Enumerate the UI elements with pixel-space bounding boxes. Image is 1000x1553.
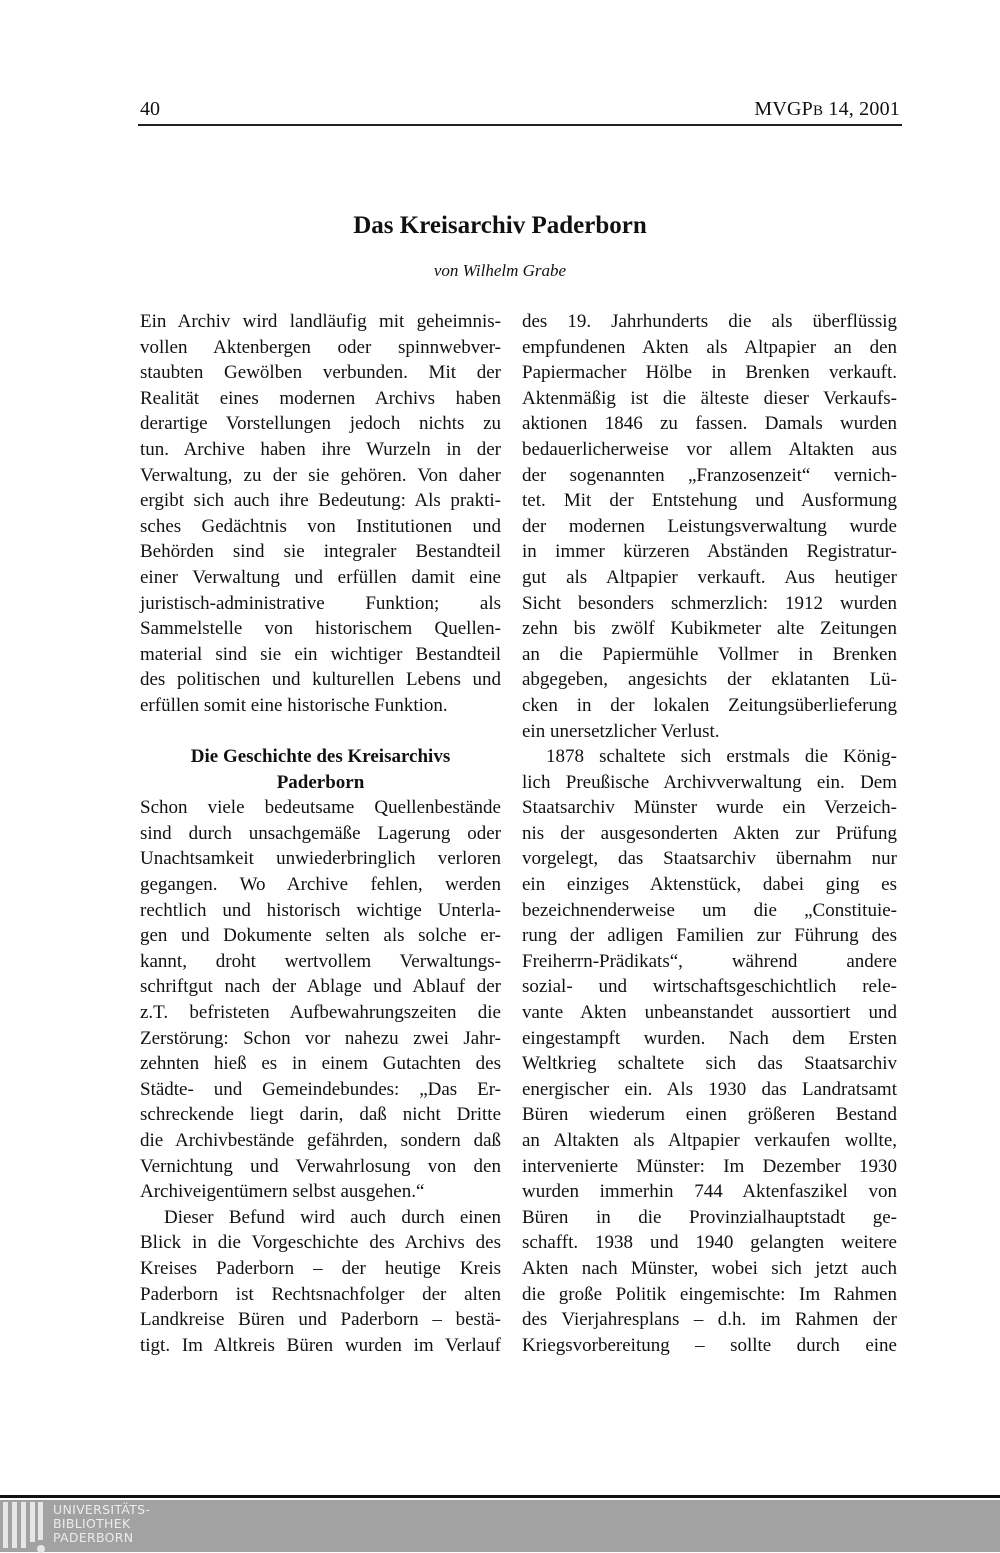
text-line: gut als Altpapier verkauft. Aus heutiger xyxy=(522,566,897,588)
text-line: gegangen. Wo Archive fehlen, werden xyxy=(140,874,501,896)
text-line: cken in der lokalen Zeitungsüberlieferung xyxy=(522,694,897,716)
text-line: Kriegsvorbereitung – sollte durch eine xyxy=(522,1334,897,1356)
text-line: Weltkrieg schaltete sich das Staatsarchiv xyxy=(522,1053,897,1075)
section-heading: Die Geschichte des Kreisarchivs xyxy=(190,746,451,768)
text-line: Akten nach Münster, wobei sich jetzt auch xyxy=(522,1257,897,1279)
text-line: 1878 schaltete sich erstmals die König- xyxy=(546,746,897,768)
text-line: energischer ein. Als 1930 das Landratsamt xyxy=(522,1078,897,1100)
article-byline: von Wilhelm Grabe xyxy=(433,261,567,280)
text-line: der modernen Leistungsverwaltung wurde xyxy=(522,515,897,537)
text-line: derartige Vorstellungen jedoch nichts zu xyxy=(140,413,501,435)
text-line: Archiveigentümern selbst ausgehen.“ xyxy=(140,1181,425,1203)
text-line: empfundenen Akten als Altpapier an den xyxy=(522,336,897,358)
text-line: Realität eines modernen Archivs haben xyxy=(140,387,501,409)
text-line: rechtlich und historisch wichtige Unterla- xyxy=(140,899,501,921)
text-line: des Vierjahresplans – d.h. im Rahmen der xyxy=(522,1309,897,1331)
right-column xyxy=(522,309,897,1358)
text-line: Staatsarchiv Münster wurde ein Verzeich- xyxy=(522,797,897,819)
text-line: nis der ausgesonderten Akten zur Prüfung xyxy=(522,822,897,844)
text-line: Paderborn ist Rechtsnachfolger der alten xyxy=(140,1283,501,1305)
text-line: vante Akten unbeanstandet aussortiert und xyxy=(522,1002,897,1024)
text-line: schafft. 1938 und 1940 gelangten weitere xyxy=(522,1232,897,1254)
section-heading: Paderborn xyxy=(276,771,365,793)
text-line: der sogenannten „Franzosenzeit“ vernich- xyxy=(522,464,897,486)
text-line: rung der adligen Familien zur Führung des xyxy=(522,925,897,947)
journal-volume-year: 14, 2001 xyxy=(823,98,900,120)
text-line: Zerstörung: Schon vor nahezu zwei Jahr- xyxy=(140,1027,501,1049)
text-line: z.T. befristeten Aufbewahrungszeiten die xyxy=(140,1002,501,1024)
text-line: Städte- und Gemeindebundes: „Das Er- xyxy=(140,1078,501,1100)
text-line: Vernichtung und Verwahrlosung von den xyxy=(140,1155,501,1177)
text-line: intervenierte Münster: Im Dezember 1930 xyxy=(522,1155,897,1177)
page-number: 40 xyxy=(140,98,160,120)
text-line: Dieser Befund wird auch durch einen xyxy=(164,1206,501,1228)
text-line: ein einziges Aktenstück, dabei ging es xyxy=(522,874,897,896)
text-line: Sicht besonders schmerzlich: 1912 wurden xyxy=(522,592,897,614)
text-line: juristisch-administrative Funktion; als xyxy=(140,592,501,614)
text-line: bezeichnenderweise um die „Constituie- xyxy=(522,899,897,921)
logo-bar-icon xyxy=(21,1502,26,1548)
logo-bar-icon xyxy=(3,1502,8,1548)
text-line: einer Verwaltung und erfüllen damit eine xyxy=(140,566,501,588)
text-line: an Altakten als Altpapier verkaufen wollte, xyxy=(522,1130,897,1151)
paragraph-gap xyxy=(140,719,501,745)
journal-reference xyxy=(754,98,900,121)
text-line: Unachtsamkeit unwiederbringlich verloren xyxy=(140,848,501,870)
text-line: staubten Gewölben verbunden. Mit der xyxy=(140,362,501,384)
logo-text xyxy=(53,1503,150,1545)
logo-line: UNIVERSITÄTS- xyxy=(53,1502,151,1517)
journal-abbrev: MVGP xyxy=(754,98,813,120)
text-line: abgegeben, angesichts der eklatanten Lü- xyxy=(522,669,897,691)
text-line: Ein Archiv wird landläufig mit geheimnis- xyxy=(140,311,501,332)
text-line: sozial- und wirtschaftsgeschichtlich rele- xyxy=(522,976,897,998)
text-line: in immer kürzeren Abständen Registratur- xyxy=(522,541,897,563)
text-line: ergibt sich auch ihre Bedeutung: Als prakti- xyxy=(140,490,501,512)
text-line: Büren wiederum einen größeren Bestand xyxy=(522,1104,897,1126)
text-line: Blick in die Vorgeschichte des Archivs des xyxy=(140,1232,501,1254)
logo-bar-icon xyxy=(12,1502,17,1548)
logo-exclamation-icon xyxy=(38,1502,43,1540)
text-line: Landkreise Büren und Paderborn – bestä- xyxy=(140,1309,501,1331)
text-line: Behörden sind sie integraler Bestandteil xyxy=(140,541,501,563)
text-line: Aktenmäßig ist die älteste dieser Verkaufs- xyxy=(522,387,897,409)
text-line: ein unersetzlicher Verlust. xyxy=(522,720,720,742)
logo-line: BIBLIOTHEK xyxy=(53,1516,131,1531)
journal-abbrev-smallcap: B xyxy=(812,103,824,119)
text-line: erfüllen somit eine historische Funktion. xyxy=(140,694,448,716)
header-rule xyxy=(138,124,902,126)
text-line: zehn bis zwölf Kubikmeter alte Zeitungen xyxy=(522,618,897,640)
text-line: material sind sie ein wichtiger Bestandteil xyxy=(140,643,501,665)
text-line: zehnten hieß es in einem Gutachten des xyxy=(140,1053,501,1075)
text-line: die Archivbestände gefährden, sondern daß xyxy=(140,1130,501,1151)
article-title: Das Kreisarchiv Paderborn xyxy=(353,212,647,239)
footer-rule xyxy=(0,1495,1000,1498)
logo-bar-icon xyxy=(30,1502,35,1542)
text-line: Verwaltung, zu der sie gehören. Von daher xyxy=(140,464,501,486)
text-line: Papiermacher Hölbe in Brenken verkauft. xyxy=(522,362,897,384)
text-line: wurden immerhin 744 Aktenfaszikel von xyxy=(522,1181,897,1203)
text-line: sches Gedächtnis von Institutionen und xyxy=(140,515,501,537)
logo-line: PADERBORN xyxy=(53,1530,134,1545)
text-line: Freiherrn-Prädikats“, während andere xyxy=(522,950,897,972)
text-line: vollen Aktenbergen oder spinnwebver- xyxy=(140,336,501,358)
text-line: des politischen und kulturellen Lebens und xyxy=(140,669,501,691)
text-line: Kreises Paderborn – der heutige Kreis xyxy=(140,1257,501,1279)
text-line: des 19. Jahrhunderts die als überflüssig xyxy=(522,311,897,332)
text-line: eingestampft wurden. Nach dem Ersten xyxy=(522,1027,897,1049)
text-line: vorgelegt, das Staatsarchiv übernahm nur xyxy=(522,848,897,870)
text-line: kannt, droht wertvollem Verwaltungs- xyxy=(140,950,501,972)
text-line: Schon viele bedeutsame Quellenbestände xyxy=(140,797,501,819)
text-line: schriftgut nach der Ablage und Ablauf der xyxy=(140,976,501,998)
text-line: an die Papiermühle Vollmer in Brenken xyxy=(522,643,897,665)
text-line: die große Politik eingemischte: Im Rahmen xyxy=(522,1283,897,1305)
text-line: gen und Dokumente selten als solche er- xyxy=(140,925,501,947)
text-line: bedauerlicherweise vor allem Altakten aus xyxy=(522,438,897,460)
text-line: Sammelstelle von historischem Quellen- xyxy=(140,618,501,640)
text-line: schreckende liegt darin, daß nicht Dritte xyxy=(140,1104,501,1126)
text-line: lich Preußische Archivverwaltung ein. Dem xyxy=(522,771,897,793)
text-line: tet. Mit der Entstehung und Ausformung xyxy=(522,490,897,512)
text-line: aktionen 1846 zu fassen. Damals wurden xyxy=(522,413,897,435)
text-line: sind durch unsachgemäße Lagerung oder xyxy=(140,822,501,844)
text-line: tigt. Im Altkreis Büren wurden im Verlauf xyxy=(140,1334,501,1356)
text-line: Büren in die Provinzialhauptstadt ge- xyxy=(522,1206,897,1228)
text-line: tun. Archive haben ihre Wurzeln in der xyxy=(140,438,501,460)
left-column xyxy=(140,309,501,1358)
